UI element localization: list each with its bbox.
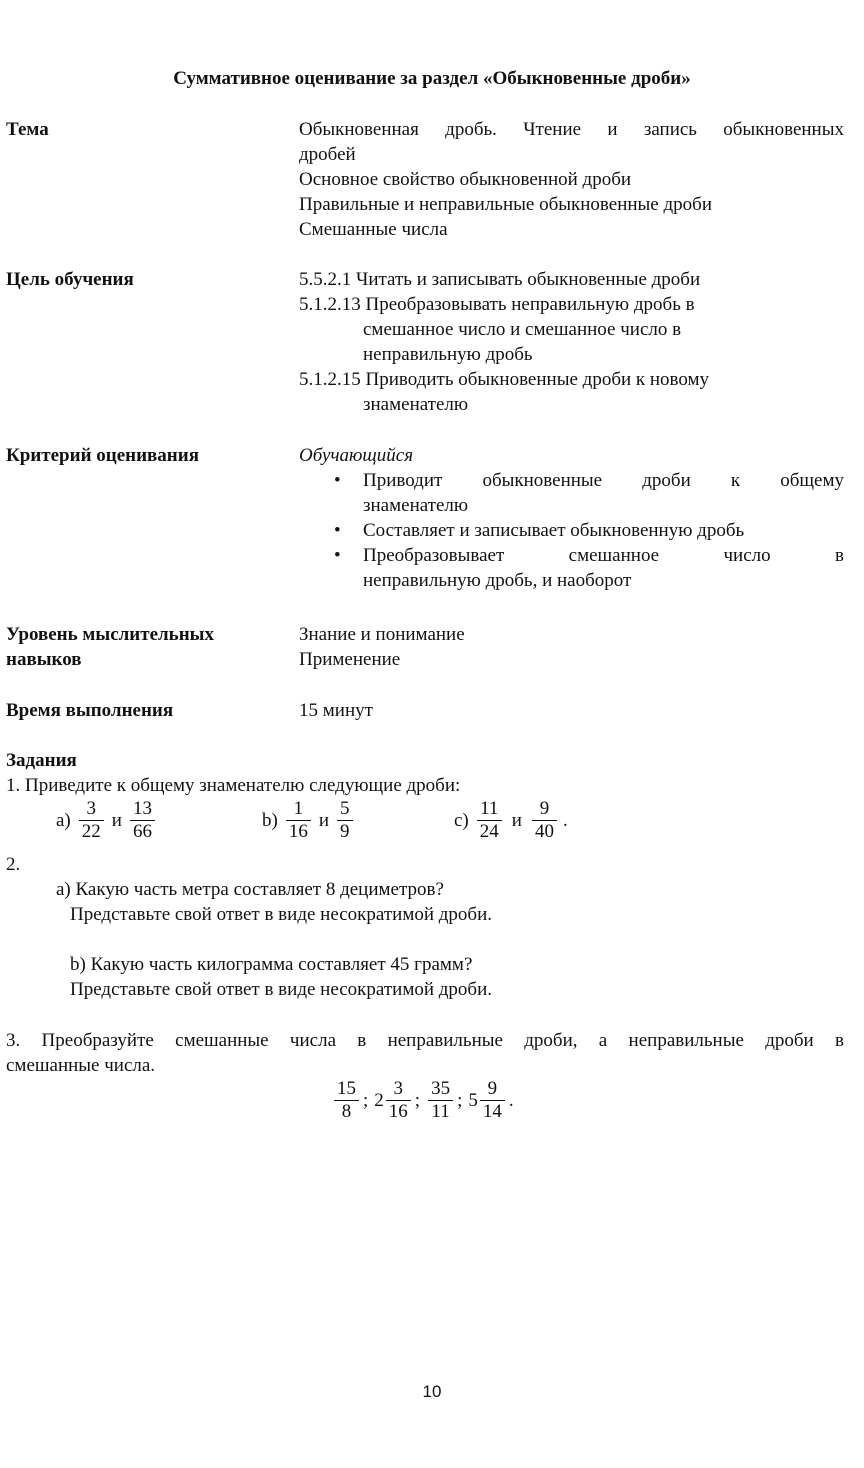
topic-label: Тема (6, 119, 49, 140)
topic-line: Основное свойство обыкновенной дроби (299, 169, 632, 190)
topic-line: Обыкновенная дробь. Чтение и запись обыкновенных (299, 119, 844, 140)
fraction-numerator: 9 (532, 798, 557, 821)
task2-b-question: b) Какую часть килограмма составляет 45 грамм? (70, 954, 473, 975)
task3-text-line1: 3. Преобразуйте смешанные числа в неправильные дроби, а неправильные дроби в (6, 1030, 844, 1051)
fraction-numerator: 15 (334, 1078, 359, 1101)
fraction-denominator: 14 (482, 1101, 502, 1122)
fraction-numerator: 35 (428, 1078, 453, 1101)
separator: ; (414, 1089, 421, 1111)
task2-a-instruction: Представьте свой ответ в виде несократимой дроби. (70, 904, 493, 925)
tasks-heading: Задания (6, 750, 77, 771)
fraction (428, 1078, 453, 1123)
conjunction: и (511, 809, 522, 831)
level-line: Знание и понимание (299, 624, 465, 645)
criteria-list (299, 468, 844, 593)
goal-line: неправильную дробь (363, 344, 533, 365)
task2-a-question: a) Какую часть метра составляет 8 дециметров? (56, 879, 444, 900)
level-label-line: Уровень мыслительных (6, 624, 214, 645)
mixed-whole: 5 (468, 1089, 478, 1111)
task1-c-letter: c) (454, 809, 469, 831)
topic-line: Смешанные числа (299, 219, 448, 240)
topic-line: Правильные и неправильные обыкновенные дроби (299, 194, 712, 215)
fraction-denominator: 11 (431, 1101, 450, 1122)
fraction (130, 798, 155, 843)
task3-text-line2: смешанные числа. (6, 1055, 156, 1076)
fraction-numerator: 5 (337, 798, 353, 821)
criteria-item-line: • Преобразовывает смешанное число в (363, 545, 844, 566)
fraction-numerator: 3 (79, 798, 104, 821)
fraction-numerator: 13 (130, 798, 155, 821)
goal-label: Цель обучения (6, 269, 134, 290)
goal-line: 5.5.2.1 Читать и записывать обыкновенные дроби (299, 269, 701, 290)
criteria-item (299, 518, 844, 543)
time-label: Время выполнения (6, 700, 174, 721)
task1-b-letter: b) (262, 809, 278, 831)
fraction-numerator: 1 (286, 798, 311, 821)
fraction-denominator: 24 (479, 821, 499, 842)
fraction-numerator: 3 (386, 1078, 411, 1101)
goal-line: 5.1.2.13 Преобразовывать неправильную дробь в (299, 294, 695, 315)
criteria-item (299, 543, 844, 593)
level-label-line: навыков (6, 649, 82, 670)
fraction (79, 798, 104, 843)
criteria-item-line: • Приводит обыкновенные дроби к общему (363, 470, 844, 491)
criteria-item-line: знаменателю (363, 495, 469, 516)
goal-line: 5.1.2.15 Приводить обыкновенные дроби к новому (299, 369, 710, 390)
fraction (337, 798, 353, 843)
page-number: 10 (422, 1382, 442, 1401)
fraction-denominator: 8 (341, 1101, 352, 1122)
goal-value (299, 267, 844, 417)
criteria-item-line: • Составляет и записывает обыкновенную дробь (363, 520, 745, 541)
conjunction: и (111, 809, 122, 831)
mixed-whole: 2 (374, 1089, 384, 1111)
criteria-item-line: неправильную дробь, и наоборот (363, 570, 632, 591)
page-title: Суммативное оценивание за раздел «Обыкновенные дроби» (173, 68, 691, 89)
fraction-denominator: 40 (534, 821, 554, 842)
conjunction: и (318, 809, 329, 831)
fraction (334, 1078, 359, 1123)
fraction (286, 798, 311, 843)
fraction (386, 1078, 411, 1123)
fraction (480, 1078, 505, 1123)
task1-text: 1. Приведите к общему знаменателю следующие дроби: (6, 775, 461, 796)
task1-a (56, 798, 157, 843)
task1-a-letter: a) (56, 809, 71, 831)
topic-line: дробей (299, 144, 356, 165)
separator: ; (363, 1089, 369, 1111)
topic-value (299, 117, 844, 242)
fraction (532, 798, 557, 843)
criteria-item (299, 468, 844, 518)
level-value (299, 622, 844, 672)
time-value: 15 минут (299, 700, 373, 721)
criteria-label: Критерий оценивания (6, 445, 199, 466)
criteria-value (299, 443, 844, 593)
task2-number: 2. (6, 854, 21, 875)
fraction-numerator: 9 (480, 1078, 505, 1101)
fraction-denominator: 9 (340, 821, 350, 842)
separator: ; (457, 1089, 463, 1111)
task1-b (262, 798, 355, 843)
level-label (6, 622, 214, 672)
level-line: Применение (299, 649, 401, 670)
fraction-denominator: 16 (288, 821, 308, 842)
fraction-denominator: 22 (81, 821, 101, 842)
fraction (477, 798, 502, 843)
goal-line: знаменателю (363, 394, 469, 415)
goal-line: смешанное число и смешанное число в (363, 319, 682, 340)
period: . (508, 1089, 514, 1111)
period: . (562, 809, 568, 831)
task1-c (454, 798, 568, 843)
fraction-denominator: 16 (388, 1101, 408, 1122)
criteria-intro: Обучающийся (299, 445, 414, 466)
task2-b-instruction: Представьте свой ответ в виде несократимой дроби. (70, 979, 493, 1000)
fraction-numerator: 11 (477, 798, 502, 821)
task3-expression (332, 1078, 514, 1123)
fraction-denominator: 66 (132, 821, 152, 842)
